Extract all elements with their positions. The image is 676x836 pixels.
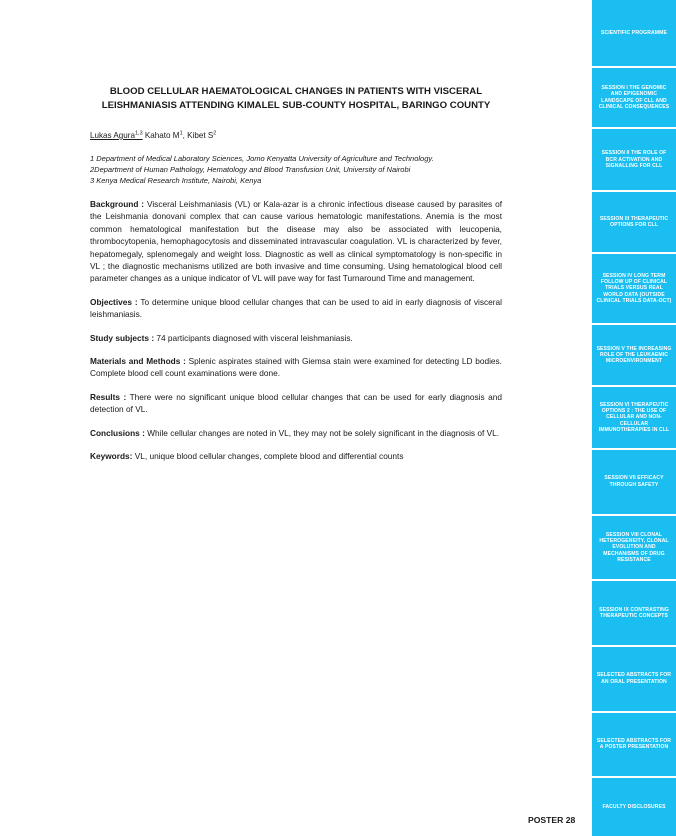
first-author-affiliation-mark: 1,3 bbox=[135, 130, 143, 137]
affiliation-3: 3 Kenya Medical Research Institute, Nairobi, Kenya bbox=[90, 176, 262, 185]
sidebar-item-label: SESSION VI THERAPEUTIC OPTIONS 2 : THE USE OF CELLULAR AND NON-CELLULAR IMMUNOTHERAPIES IN CLL bbox=[598, 401, 670, 433]
sidebar-item-session-1[interactable] bbox=[592, 68, 676, 128]
second-author-affiliation-mark: 1 bbox=[179, 130, 183, 137]
results-text: There were no significant unique blood cellular changes that can be used for early diagnosis and detection of VL. bbox=[90, 391, 502, 415]
author-list bbox=[90, 130, 502, 141]
objectives-section bbox=[90, 296, 502, 321]
second-author-name: Kahato M bbox=[142, 131, 180, 140]
sidebar-item-oral-abstracts[interactable] bbox=[592, 647, 676, 711]
results-section bbox=[90, 391, 502, 416]
sidebar-item-session-6[interactable] bbox=[592, 387, 676, 448]
sidebar-item-session-4[interactable] bbox=[592, 254, 676, 324]
sidebar-item-label: SELECTED ABSTRACTS FOR AN ORAL PRESENTATION bbox=[596, 672, 672, 685]
conclusions-text: While cellular changes are noted in VL, they may not be solely significant in the diagnosis of VL. bbox=[144, 427, 500, 438]
abstract-document bbox=[90, 85, 502, 471]
sidebar-item-session-3[interactable] bbox=[592, 192, 676, 252]
abstract-title bbox=[90, 85, 502, 112]
poster-number: POSTER 28 bbox=[528, 815, 576, 825]
objectives-label: Objectives : bbox=[90, 296, 138, 307]
abstract-title-line-2: LEISHMANIASIS ATTENDING KIMALEL SUB-COUNTY HOSPITAL, BARINGO COUNTY bbox=[101, 99, 491, 111]
sidebar-item-session-8[interactable] bbox=[592, 516, 676, 580]
affiliations bbox=[90, 153, 502, 186]
first-author-name: Lukas Agura bbox=[90, 131, 135, 140]
affiliation-1: 1 Department of Medical Laboratory Sciences, Jomo Kenyatta University of Agriculture and Technology. bbox=[90, 154, 434, 163]
third-author-affiliation-mark: 2 bbox=[213, 130, 217, 137]
sidebar-item-label: SCIENTIFIC PROGRAMME bbox=[601, 29, 667, 36]
sidebar-item-session-9[interactable] bbox=[592, 581, 676, 645]
keywords-label: Keywords: bbox=[90, 451, 133, 462]
sidebar-item-poster-abstracts[interactable] bbox=[592, 713, 676, 777]
materials-methods-text: Splenic aspirates stained with Giemsa stain were examined for detecting LD bodies. Complete blood cell count examinations were done. bbox=[90, 356, 502, 379]
study-subjects-text: 74 participants diagnosed with visceral leishmaniasis. bbox=[154, 332, 353, 343]
study-subjects-section bbox=[90, 332, 502, 344]
materials-methods-label: Materials and Methods : bbox=[90, 356, 186, 367]
first-author bbox=[90, 131, 143, 140]
affiliation-2: 2Department of Human Pathology, Hematology and Blood Transfusion Unit, University of Nairobi bbox=[90, 165, 411, 174]
conclusions-section bbox=[90, 427, 502, 439]
sidebar-item-label: SESSION III THERAPEUTIC OPTIONS FOR CLL bbox=[599, 215, 669, 228]
sidebar-item-label: SESSION VIII CLONAL HETEROGENEITY, CLONAL EVOLUTION AND MECHANISMS OF DRUG RESISTANCE bbox=[599, 531, 669, 563]
sidebar-item-label: SESSION II THE ROLE OF BCR ACTIVATION AND SIGNALLING FOR CLL bbox=[601, 150, 667, 169]
sidebar-item-session-2[interactable] bbox=[592, 129, 676, 190]
sidebar-item-label: SESSION IV LONG TERM FOLLOW UP OF CLINICAL TRIALS VERSUS REAL WORLD DATA (OUTSIDE CLINICAL TRIALS DATA-OCT) bbox=[596, 272, 672, 305]
third-author-name: , Kibet S bbox=[182, 131, 214, 140]
sidebar-item-scientific-programme[interactable] bbox=[592, 0, 676, 66]
sidebar-item-faculty-disclosures[interactable] bbox=[592, 778, 676, 836]
sidebar-item-label: SESSION VII EFFICACY THROUGH SAFETY bbox=[604, 475, 664, 488]
sidebar-item-session-5[interactable] bbox=[592, 325, 676, 385]
background-text: Visceral Leishmaniasis (VL) or Kala-azar is a chronic infectious disease caused by parasites of the Leishmania donovani complex that can cause various hematologic manifestations. Anemia is the most common hematological manifestation but the disease may also be associated with leucopenia, thrombocytopenia, hemophagocytosis and disseminated intravascular coagulation. VL is characterized by fever, hepatomegaly, splenomegaly and weight loss. Diagnostic as well as clinical symptomatology is non-specific in VL ; the diagnostic mechanisms utilized are both invasive and time consuming. Using hematological blood cell parameter changes as a unique indicator of VL will pave way for fast Turnaround Time and management. bbox=[90, 199, 502, 284]
background-section bbox=[90, 198, 502, 285]
study-subjects-label: Study subjects : bbox=[90, 332, 155, 343]
sidebar-item-label: SESSION V THE INCREASING ROLE OF THE LEUKAEMIC MICROENVIRONMENT bbox=[596, 345, 672, 365]
conclusions-label: Conclusions : bbox=[90, 427, 145, 438]
sidebar-item-session-7[interactable] bbox=[592, 450, 676, 514]
sidebar-item-label: SELECTED ABSTRACTS FOR A POSTER PRESENTATION bbox=[596, 738, 672, 751]
sidebar-navigation bbox=[592, 0, 676, 836]
abstract-title-line-1: BLOOD CELLULAR HAEMATOLOGICAL CHANGES IN PATIENTS WITH VISCERAL bbox=[109, 86, 483, 97]
materials-methods-section bbox=[90, 355, 502, 380]
sidebar-item-label: FACULTY DISCLOSURES bbox=[602, 803, 666, 810]
keywords-section bbox=[90, 450, 502, 462]
sidebar-item-label: SESSION I THE GENOMIC AND EPIGENOMIC LANDSCAPE OF CLL AND CLINICAL CONSEQUENCES bbox=[598, 84, 670, 110]
results-label: Results : bbox=[90, 391, 127, 402]
keywords-text: VL, unique blood cellular changes, complete blood and differential counts bbox=[132, 451, 404, 462]
objectives-text: To determine unique blood cellular changes that can be used to aid in early diagnosis of visceral leishmaniasis. bbox=[90, 296, 502, 320]
background-label: Background : bbox=[90, 199, 145, 209]
sidebar-item-label: SESSION IX CONTRASTING THERAPEUTIC CONCEPTS bbox=[599, 606, 669, 620]
